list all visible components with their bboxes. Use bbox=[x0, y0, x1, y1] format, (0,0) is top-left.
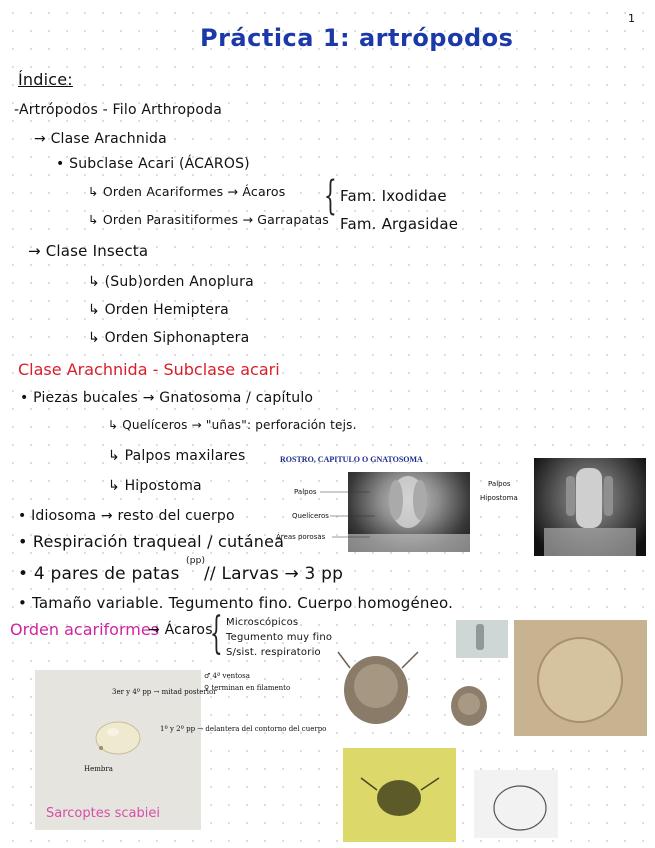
bullet-respiracion: • Respiración traqueal / cutánea bbox=[18, 532, 285, 551]
mite-yellow-drawing bbox=[343, 748, 456, 842]
mite-dorsal-drawing bbox=[334, 628, 436, 746]
bullet-palpos: ↳ Palpos maxilares bbox=[108, 448, 246, 464]
index-item: ↳ Orden Acariformes → Ácaros bbox=[88, 184, 286, 199]
label-queliceros: Quelíceros bbox=[292, 512, 329, 520]
bullet-tamano: • Tamaño variable. Tegumento fino. Cuerpo homogéneo. bbox=[18, 594, 454, 612]
label-hipostoma: Hipostoma bbox=[480, 494, 518, 502]
index-item: → Clase Insecta bbox=[28, 242, 149, 260]
acariformes-arrow: → Ácaros bbox=[148, 622, 213, 638]
index-heading: Índice: bbox=[18, 70, 73, 89]
index-item: ↳ Orden Hemiptera bbox=[88, 302, 229, 318]
section-heading-acariformes: Orden acariformes bbox=[10, 620, 160, 639]
trait-respiratorio: S/sist. respiratorio bbox=[226, 647, 321, 658]
family-argasidae: Fam. Argasidae bbox=[340, 215, 459, 233]
mite-yellow-photo bbox=[343, 748, 456, 842]
label-palpos-right: Palpos bbox=[488, 480, 511, 488]
bullet-queliceros: ↳ Quelíceros → "uñas": perforación tejs. bbox=[108, 418, 357, 432]
page-number: 1 bbox=[628, 12, 635, 25]
bullet-hipostoma: ↳ Hipostoma bbox=[108, 478, 202, 494]
mite-detail-drawing bbox=[456, 620, 508, 658]
mite-dorsal-image bbox=[334, 628, 436, 746]
index-item: ↳ Orden Parasitiformes → Garrapatas bbox=[88, 212, 330, 227]
bullet-idiosoma: • Idiosoma → resto del cuerpo bbox=[18, 508, 235, 524]
mite-outline-drawing bbox=[474, 770, 558, 838]
bullet-larvas: // Larvas → 3 pp bbox=[204, 564, 344, 584]
bullet-patas-sup: (pp) bbox=[186, 556, 206, 566]
index-brace: { bbox=[324, 173, 337, 219]
mite-microscope-drawing bbox=[514, 620, 647, 736]
mite-outline-image bbox=[474, 770, 558, 838]
mite-detail-photo bbox=[456, 620, 508, 658]
note-female: ♀ terminan en filamento bbox=[204, 684, 291, 692]
species-name: Sarcoptes scabiei bbox=[46, 806, 160, 821]
trait-tegumento: Tegumento muy fino bbox=[226, 632, 333, 643]
mite-small-image bbox=[443, 678, 498, 730]
index-item: ↳ Orden Siphonaptera bbox=[88, 330, 250, 346]
trait-microscopicos: Microscópicos bbox=[226, 617, 299, 628]
bullet-patas: • 4 pares de patas bbox=[18, 564, 180, 584]
label-hembra: Hembra bbox=[84, 765, 113, 773]
mite-microscope-photo bbox=[514, 620, 647, 736]
label-palpos-left: Palpos bbox=[294, 488, 317, 496]
figure-caption: ROSTRO, CAPITULO O GNATOSOMA bbox=[280, 455, 423, 464]
index-item: → Clase Arachnida bbox=[34, 131, 167, 147]
hipostoma-sem-drawing bbox=[534, 458, 646, 556]
page-title: Práctica 1: artrópodos bbox=[200, 24, 514, 52]
traits-brace: { bbox=[210, 608, 223, 659]
label-areas-porosas: Áreas porosas bbox=[276, 533, 326, 541]
note-male: ♂ 4ª ventosa bbox=[204, 672, 250, 680]
index-item: -Artrópodos - Filo Arthropoda bbox=[14, 102, 222, 118]
hipostoma-sem-image bbox=[534, 458, 646, 556]
bullet-piezas-bucales: • Piezas bucales → Gnatosoma / capítulo bbox=[20, 390, 314, 406]
family-ixodidae: Fam. Ixodidae bbox=[340, 187, 447, 205]
section-heading-arachnida: Clase Arachnida - Subclase acari bbox=[18, 360, 280, 379]
index-item: • Subclase Acari (ÁCAROS) bbox=[56, 156, 250, 172]
index-item: ↳ (Sub)orden Anoplura bbox=[88, 274, 254, 290]
mite-small-drawing bbox=[443, 678, 498, 730]
label-1-2-pp: 1º y 2º pp → delantera del contorno del cuerpo bbox=[160, 725, 327, 733]
gnatosoma-leader-lines bbox=[320, 488, 380, 548]
label-3-4-pp: 3er y 4º pp → mitad posterior bbox=[112, 688, 217, 696]
